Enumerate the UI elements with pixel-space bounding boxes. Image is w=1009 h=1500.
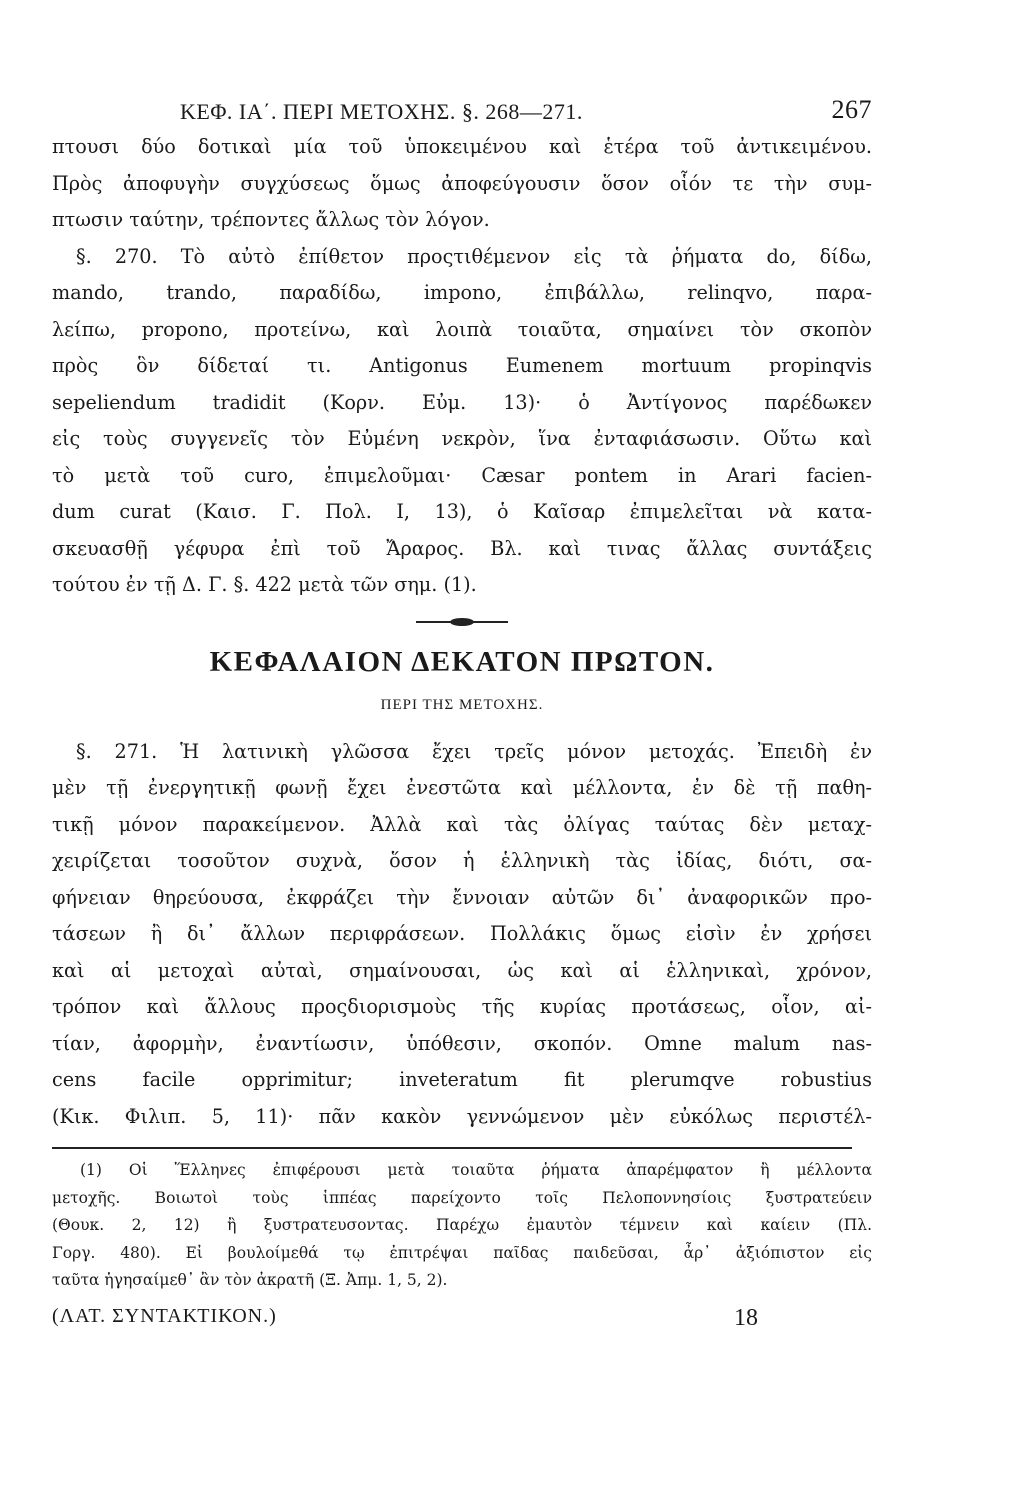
section-270-line: σκευασθῇ γέφυρα ἐπὶ τοῦ Ἄραρος. Βλ. καὶ τινας ἄλλας συντάξεις	[52, 536, 872, 560]
section-271-line: (Κικ. Φιλιπ. 5, 11)· πᾶν κακὸν γεννώμενον μὲν εὐκόλως περιστέλ-	[52, 1104, 872, 1128]
footnote-line: μετοχῆς. Βοιωτοὶ τοὺς ἱππέας παρείχοντο τοῖς Πελοποννησίοις ξυστρατεύειν	[52, 1188, 872, 1207]
running-head	[52, 95, 872, 129]
section-271-line: φήνειαν θηρεύουσα, ἐκφράζει τὴν ἔννοιαν αὐτῶν δι᾿ ἀναφορικῶν προ-	[52, 885, 872, 909]
divider-ornament-icon	[412, 615, 512, 629]
section-271-line: τίαν, ἀφορμὴν, ἐναντίωσιν, ὑπόθεσιν, σκοπόν. Omne malum nas-	[52, 1031, 872, 1055]
body-text	[52, 129, 872, 604]
section-270-line: πρὸς ὃν δίδεταί τι. Antigonus Eumenem mortuum propinqvis	[52, 354, 872, 377]
section-271-line: §. 271. Ἡ λατινικὴ γλῶσσα ἔχει τρεῖς μόνον μετοχάς. Ἐπειδὴ ἐν	[76, 739, 872, 763]
book-page	[52, 95, 872, 1335]
footnote-line: (1) Οἱ Ἕλληνες ἐπιφέρουσι μετὰ τοιαῦτα ῥήματα ἀπαρέμφατον ἢ μέλλοντα	[80, 1161, 872, 1179]
footnote-line: Γοργ. 480). Εἰ βουλοίμεθά τῳ ἐπιτρέψαι παῖδας παιδεῦσαι, ἆρ᾿ ἀξιόπιστον εἰς	[52, 1243, 872, 1262]
section-270-line: mando, trando, παραδίδω, impono, ἐπιβάλλω, relinqvo, παρα-	[52, 281, 872, 304]
footnote-line: (Θουκ. 2, 12) ἢ ξυστρατευσοντας. Παρέχω ἐμαυτὸν τέμνειν καὶ καίειν (Πλ.	[52, 1216, 872, 1234]
chapter-title: ΚΕΦΑΛΑΙΟΝ ΔΕΚΑΤΟΝ ΠΡΩΤΟΝ.	[209, 645, 715, 678]
section-271-line: τάσεων ἢ δι᾿ ἄλλων περιφράσεων. Πολλάκις ὅμως εἰσὶν ἐν χρήσει	[52, 922, 872, 945]
section-270-line: τὸ μετὰ τοῦ curo, ἐπιμελοῦμαι· Cæsar pontem in Arari facien-	[52, 463, 872, 487]
signature-mark: (ΛΑΤ. ΣΥΝΤΑΚΤΙΚΟΝ.)	[52, 1304, 277, 1327]
page-footer	[52, 1305, 872, 1335]
chapter-subtitle: ΠΕΡΙ ΤΗΣ ΜΕΤΟΧΗΣ.	[380, 696, 544, 713]
sheet-number: 18	[734, 1304, 758, 1331]
section-270-line: τούτου ἐν τῇ Δ. Γ. §. 422 μετὰ τῶν σημ. (1).	[52, 573, 477, 596]
section-271-line: χειρίζεται τοσοῦτον συχνὰ, ὅσον ἡ ἑλληνικὴ τὰς ἰδίας, διότι, σα-	[52, 849, 872, 872]
section-270-line: λείπω, propono, προτείνω, καὶ λοιπὰ τοιαῦτα, σημαίνει τὸν σκοπὸν	[52, 317, 872, 341]
text-line: πτουσι δύο δοτικαὶ μία τοῦ ὑποκειμένου καὶ ἑτέρα τοῦ ἀντικειμένου.	[52, 135, 872, 158]
ornamental-divider	[52, 614, 872, 634]
footnotes	[52, 1157, 872, 1295]
text-line: Πρὸς ἀποφυγὴν συγχύσεως ὅμως ἀποφεύγουσιν ὅσον οἷόν τε τὴν συμ-	[52, 171, 872, 195]
section-271-line: cens facile opprimitur; inveteratum fit plerumqve robustius	[52, 1068, 872, 1091]
text-line: πτωσιν ταύτην, τρέποντες ἄλλως τὸν λόγον.	[52, 208, 490, 231]
section-270-line: §. 270. Τὸ αὐτὸ ἐπίθετον προςτιθέμενον εἰς τὰ ῥήματα do, δίδω,	[76, 244, 872, 268]
footnote-rule	[52, 1147, 852, 1149]
page-number: 267	[831, 95, 872, 124]
section-270-line: dum curat (Καισ. Γ. Πολ. I, 13), ὁ Καῖσαρ ἐπιμελεῖται νὰ κατα-	[52, 500, 872, 523]
section-270-line: εἰς τοὺς συγγενεῖς τὸν Εὐμένη νεκρὸν, ἵνα ἐνταφιάσωσιν. Οὕτω καὶ	[52, 427, 872, 450]
section-271-line: τικῇ μόνον παρακείμενον. Ἀλλὰ καὶ τὰς ὀλίγας ταύτας δὲν μεταχ-	[52, 812, 872, 836]
section-271-text	[52, 734, 872, 1136]
section-270-line: sepeliendum tradidit (Κορν. Εὐμ. 13)· ὁ Ἀντίγονος παρέδωκεν	[52, 390, 872, 414]
section-271-line: μὲν τῇ ἐνεργητικῇ φωνῇ ἔχει ἐνεστῶτα καὶ μέλλοντα, ἐν δὲ τῇ παθη-	[52, 776, 872, 799]
section-271-line: καὶ αἱ μετοχαὶ αὐταὶ, σημαίνουσαι, ὡς καὶ αἱ ἑλληνικαὶ, χρόνον,	[52, 958, 872, 982]
section-271-line: τρόπον καὶ ἄλλους προςδιορισμοὺς τῆς κυρίας προτάσεως, οἷον, αἰ-	[52, 995, 872, 1018]
running-head-title: ΚΕΦ. ΙΑ΄. ΠΕΡΙ ΜΕΤΟΧΗΣ. §. 268—271.	[180, 99, 583, 124]
footnote-line: ταῦτα ἡγησαίμεθ᾿ ἂν τὸν ἀκρατῆ (Ξ. Ἀπμ. 1, 5, 2).	[52, 1271, 448, 1289]
